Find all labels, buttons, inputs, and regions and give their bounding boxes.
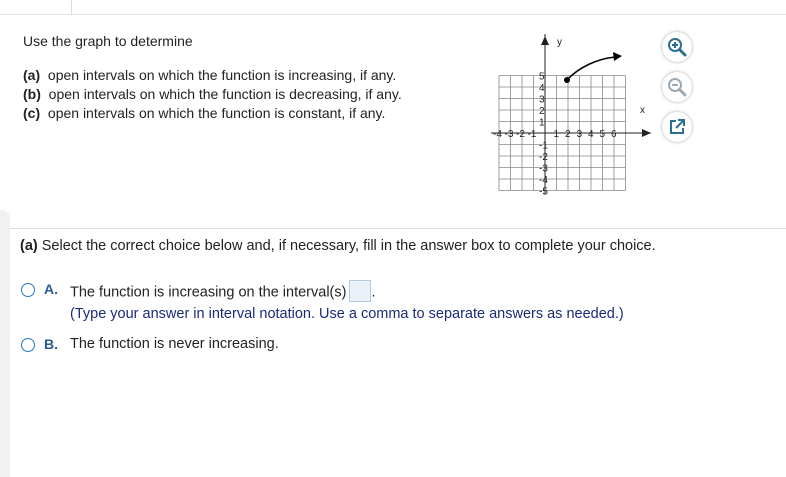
zoom-in-button[interactable]: [662, 32, 692, 62]
y-tick-label: -2: [539, 152, 548, 163]
choice-a-label: The function is increasing on the interval(s): [70, 284, 347, 301]
open-external-icon: [668, 118, 686, 136]
intro-item-c: [23, 104, 402, 123]
x-tick-label: -3: [504, 129, 514, 140]
radio-b[interactable]: [21, 338, 35, 352]
y-tick-label: 5: [539, 71, 545, 83]
radio-a[interactable]: [21, 283, 35, 297]
x-tick-label: 4: [588, 129, 594, 140]
intro-tag: (c): [23, 105, 41, 121]
zoom-out-button[interactable]: [662, 72, 692, 102]
y-tick-label: 3: [539, 94, 545, 106]
x-axis-arrow: [642, 129, 651, 137]
top-bar: [0, 0, 786, 15]
choice-a-hint: (Type your answer in interval notation. Use a comma to separate answers as needed.): [70, 306, 624, 322]
y-axis-arrow: [541, 36, 549, 45]
choice-letter: A.: [44, 281, 58, 297]
open-external-button[interactable]: [662, 112, 692, 142]
y-tick-label: 4: [539, 83, 545, 94]
curve-start-point: [564, 77, 570, 83]
y-tick-label: 2: [539, 106, 545, 117]
function-graph: [491, 34, 651, 204]
intro-item-a: [23, 66, 402, 85]
intro-tag: (a): [23, 67, 41, 83]
choice-b-label: The function is never increasing.: [70, 336, 279, 352]
question-text: Select the correct choice below and, if necessary, fill in the answer box to complete your choice.: [41, 238, 656, 254]
top-divider: [71, 0, 72, 14]
x-tick-label: 3: [576, 129, 583, 140]
y-tick-label: -4: [539, 175, 548, 186]
choice-text: The function is increasing on the interval(s) . (Type your answer in interval notation. Use a comma to separate answers as needed.): [70, 283, 624, 322]
graph-tools: [662, 32, 692, 152]
y-axis-label: y: [557, 37, 562, 48]
question-prompt: [20, 238, 656, 254]
curve-end-arrow: [613, 52, 622, 61]
section-divider: [10, 228, 786, 229]
x-tick-label: -1: [527, 129, 537, 140]
intro-text: open intervals on which the function is increasing, if any.: [47, 67, 397, 83]
x-tick-label: 6: [611, 129, 617, 140]
x-tick-label: 5: [599, 129, 606, 140]
y-tick-label: 1: [539, 117, 545, 129]
choice-letter: B.: [44, 336, 58, 352]
x-axis-label: x: [640, 105, 645, 116]
intro-text: open intervals on which the function is decreasing, if any.: [48, 86, 402, 102]
x-tick-label: -2: [516, 129, 525, 140]
intro-lead: Use the graph to determine: [23, 33, 193, 49]
y-tick-label: -5: [539, 186, 548, 198]
x-tick-label: 2: [565, 129, 571, 140]
x-tick-label: 1: [553, 129, 560, 140]
y-tick-label: -1: [539, 140, 548, 152]
x-tick-label: -4: [493, 129, 502, 140]
y-tick-label: -3: [539, 163, 548, 175]
intro-item-b: [23, 85, 402, 104]
intro-tag: (b): [23, 86, 41, 102]
problem-statement: [23, 32, 402, 123]
intro-text: open intervals on which the function is constant, if any.: [47, 105, 386, 121]
zoom-out-icon: [667, 77, 687, 97]
answer-input-box[interactable]: [349, 280, 371, 302]
zoom-in-icon: [667, 37, 687, 57]
left-panel-edge: [0, 210, 10, 477]
question-tag: (a): [20, 238, 38, 254]
